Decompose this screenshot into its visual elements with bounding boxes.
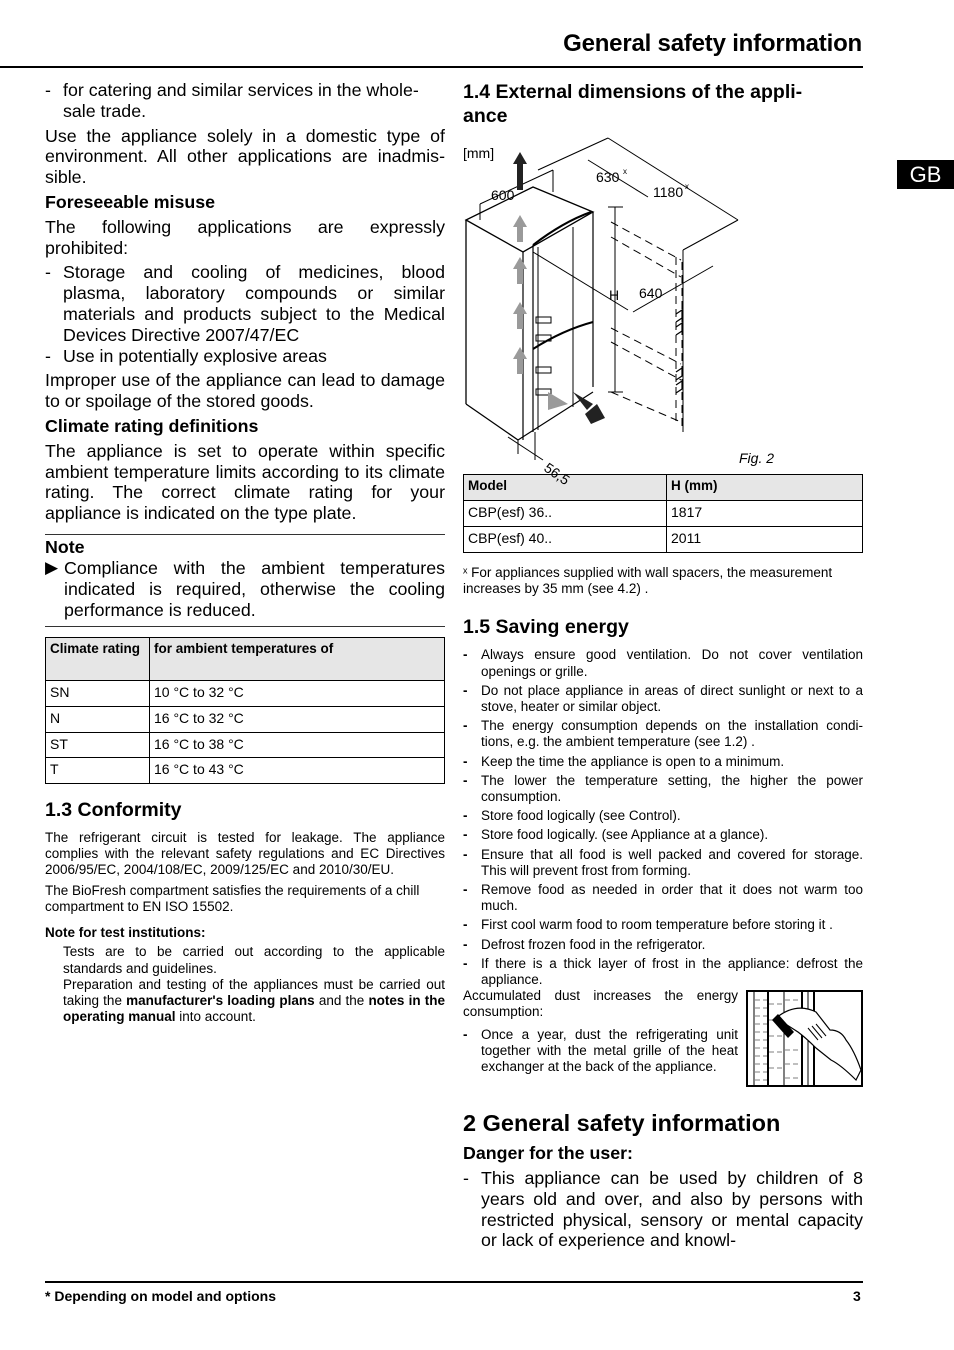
climate-rating-table	[45, 637, 445, 784]
language-tab: GB	[897, 160, 954, 189]
table-header-row: Model H (mm)	[464, 475, 863, 501]
list-item: - First cool warm food to room temperature before storing it .	[463, 917, 833, 933]
list-item: - Defrost frozen food in the refrigerator.	[463, 936, 706, 952]
table-header-row: Climate rating for ambient temperatures of	[46, 638, 445, 681]
list-item: - Remove food as needed in order that it does not warm too much.	[463, 882, 863, 914]
preparation-paragraph: Preparation and testing of the appliances must be carried out taking the manufacturer's loading plans and the notes in the operating manual into account.	[63, 976, 445, 1025]
energy-tips-list	[463, 647, 863, 1087]
list-item: - for catering and similar services in the whole-sale trade.	[45, 80, 419, 121]
biofresh-paragraph: The BioFresh compartment satisfies the requirements of a chill compartment to EN ISO 15502.	[45, 882, 420, 914]
saving-energy-heading: 1.5 Saving energy	[463, 616, 629, 639]
svg-text:H: H	[609, 287, 620, 303]
table-row: CBP(esf) 40.. 2011	[464, 527, 863, 553]
conformity-heading: 1.3 Conformity	[45, 799, 182, 822]
list-item: - If there is a thick layer of frost in the appliance: defrost the appliance.	[463, 955, 863, 988]
table-row: CBP(esf) 36.. 1817	[464, 501, 863, 527]
table-row: ST 16 °C to 38 °C	[46, 732, 445, 758]
domestic-paragraph: Use the appliance solely in a domestic type of environment. All other applications are inadmis-sible.	[45, 125, 445, 188]
climate-heading: Climate rating definitions	[45, 415, 259, 436]
svg-text:630: 630	[596, 169, 620, 185]
list-item: - Do not place appliance in areas of direct sunlight or next to a stove, heater or similar object.	[463, 682, 863, 715]
list-item: - Keep the time the appliance is open to a minimum.	[463, 753, 785, 769]
svg-text:640: 640	[639, 285, 663, 301]
general-safety-heading: 2 General safety information	[463, 1110, 781, 1137]
note-text: Compliance with the ambient temperatures indicated is required, otherwise the cooling performance is reduced.	[64, 557, 445, 620]
svg-text:1180: 1180	[653, 184, 684, 200]
svg-text:56,5: 56,5	[541, 459, 573, 489]
arrow-right-icon: ▶	[45, 557, 59, 577]
list-item: - Once a year, dust the refrigerating unit together with the metal grille of the heat exchanger at the back of the appliance.	[463, 1026, 738, 1075]
left-column	[45, 80, 445, 1025]
misuse-heading: Foreseeable misuse	[45, 191, 215, 212]
table-row: SN 10 °C to 32 °C	[46, 681, 445, 707]
note-title: Note	[45, 536, 85, 557]
table-row: N 16 °C to 32 °C	[46, 707, 445, 733]
list-item: - Store food logically. (see Appliance at a glance).	[463, 827, 769, 843]
climate-paragraph: The appliance is set to operate within specific ambient temperature limits according to its climate rating. The correct climate rating for your appliance is indicated on the type plate.	[45, 440, 445, 524]
test-paragraph: Tests are to be carried out according to the applicable standards and guidelines.	[63, 944, 445, 976]
dusting-illustration	[746, 990, 863, 1087]
dimensions-footnote: ˣ For appliances supplied with wall spacers, the measurement increases by 35 mm (see 4.2) .	[463, 565, 833, 597]
improper-use-paragraph: Improper use of the appliance can lead to damage to or spoilage of the stored goods.	[45, 370, 445, 412]
model-height-table	[463, 474, 863, 553]
misuse-intro: The following applications are expressly prohibited:	[45, 216, 445, 258]
svg-text:x: x	[623, 167, 627, 176]
dimensions-heading: 1.4 External dimensions of the appli-ance	[463, 81, 803, 127]
note-box	[45, 534, 445, 627]
conformity-paragraph: The refrigerant circuit is tested for leakage. The appliance complies with the relevant safety regulations and EC Directives 2006/95/EC, 2004/108/EC, 2009/125/EC and 2010/30/EU.	[45, 830, 445, 878]
footer-note: * Depending on model and options	[45, 1288, 276, 1304]
list-item: - Use in potentially explosive areas	[45, 345, 327, 366]
list-item: - Storage and cooling of medicines, blood plasma, laboratory compounds or similar materials and products subject to the Medical Devices Directive 2007/47/EC	[45, 262, 445, 345]
list-item: - Store food logically (see Control).	[463, 808, 681, 824]
page-number: 3	[853, 1288, 861, 1304]
list-item: - The energy consumption depends on the installation condi-tions, e.g. the ambient temperature (see 1.2) .	[463, 718, 863, 750]
list-item: - The lower the temperature setting, the higher the power consumption.	[463, 772, 863, 805]
dust-intro: Accumulated dust increases the energy consumption:	[463, 988, 738, 1020]
figure-caption: Fig. 2	[739, 450, 775, 466]
list-item: - Always ensure good ventilation. Do not cover ventilation openings or grille.	[463, 647, 863, 679]
page-title: General safety information	[563, 30, 862, 57]
svg-text:[mm]: [mm]	[463, 145, 495, 161]
footer-rule	[45, 1281, 863, 1283]
svg-text:600: 600	[491, 187, 515, 203]
right-column	[463, 80, 863, 1251]
danger-subheading: Danger for the user:	[463, 1143, 633, 1164]
list-item: - This appliance can be used by children of 8 years old and over, and also by persons with restricted physical, sensory or mental capacity or lack of experience and knowl-	[463, 1168, 863, 1251]
test-institutions-heading: Note for test institutions:	[45, 925, 206, 941]
svg-text:x: x	[685, 182, 689, 191]
title-rule	[0, 66, 863, 68]
table-row: T 16 °C to 43 °C	[46, 758, 445, 784]
list-item: - Ensure that all food is well packed and covered for storage. This will prevent frost from forming.	[463, 846, 863, 878]
